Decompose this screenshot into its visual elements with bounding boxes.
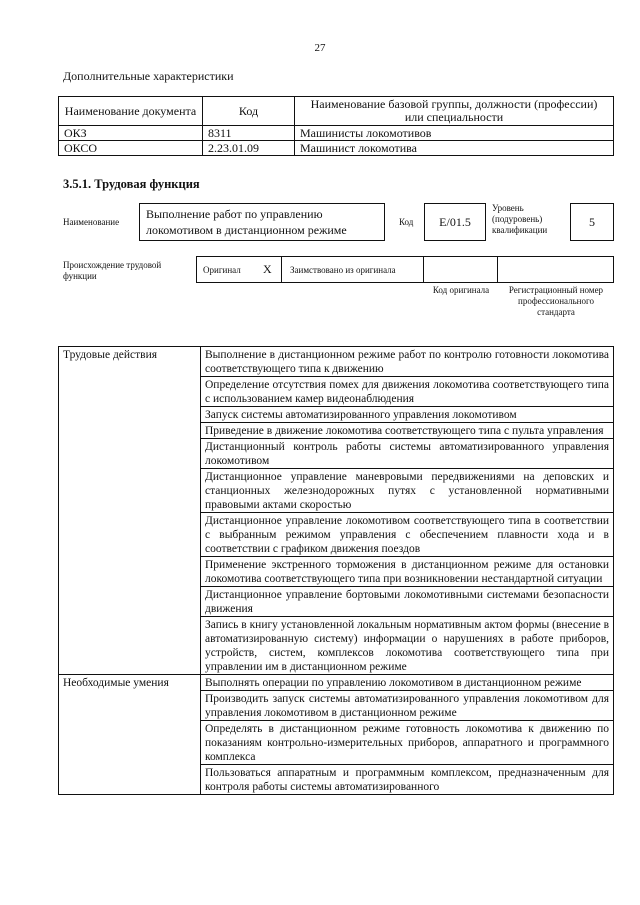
level-label: Уровень (подуровень) квалификации bbox=[492, 203, 548, 235]
labor-function-table bbox=[58, 346, 614, 795]
name-label: Наименование bbox=[63, 217, 120, 227]
code-label: Код bbox=[399, 217, 414, 227]
level-value-box: 5 bbox=[570, 203, 614, 241]
labor-action-label-cell bbox=[59, 587, 201, 617]
cell-name: Машинисты локомотивов bbox=[295, 126, 614, 141]
labor-action-item: Дистанционный контроль работы системы автоматизированного управления локомотивом bbox=[201, 439, 614, 469]
origin-label: Происхождение трудовой функции bbox=[63, 260, 162, 281]
skill-label-cell bbox=[59, 691, 201, 721]
cell-document: ОКЗ bbox=[59, 126, 203, 141]
cell-name: Машинист локомотива bbox=[295, 141, 614, 156]
cell-code: 2.23.01.09 bbox=[203, 141, 295, 156]
labor-action-label-cell bbox=[59, 377, 201, 407]
original-mark: X bbox=[263, 262, 272, 276]
labor-action-item: Дистанционное управление маневровыми передвижениями на деповских и станционных железнодорожных путях с установленной нормативными правовыми актами скоростью bbox=[201, 469, 614, 513]
table-row bbox=[59, 765, 614, 795]
table-row bbox=[59, 691, 614, 721]
labor-action-item: Дистанционное управление бортовыми локомотивными системами безопасности движения bbox=[201, 587, 614, 617]
table-row bbox=[59, 141, 614, 156]
table-row bbox=[59, 439, 614, 469]
cell-code: 8311 bbox=[203, 126, 295, 141]
table-row bbox=[59, 675, 614, 691]
skill-item: Определять в дистанционном режиме готовность локомотива к движению по показаниям контрольно-измерительных приборов, аппаратного и программного комплекса bbox=[201, 721, 614, 765]
table-row bbox=[59, 407, 614, 423]
original-box bbox=[196, 256, 282, 283]
skill-item: Производить запуск системы автоматизированного управления локомотивом для управления локомотивом в дистанционном режиме bbox=[201, 691, 614, 721]
labor-action-item: Применение экстренного торможения в дистанционном режиме для остановки локомотива соответствующего типа при возникновении нестандартной ситуации bbox=[201, 557, 614, 587]
page-number: 27 bbox=[314, 42, 326, 54]
labor-action-label-cell bbox=[59, 407, 201, 423]
skill-item: Пользоваться аппаратным и программным комплексом, предназначенным для контроля работы системы автоматизированного bbox=[201, 765, 614, 795]
table-row bbox=[59, 469, 614, 513]
reg-number-label: Регистрационный номер профессионального стандарта bbox=[508, 285, 604, 317]
additional-characteristics-heading: Дополнительные характеристики bbox=[63, 69, 234, 83]
skill-label: Необходимые умения bbox=[59, 675, 201, 691]
skill-label-cell bbox=[59, 765, 201, 795]
header-document-name: Наименование документа bbox=[59, 97, 203, 126]
labor-action-item: Запись в книгу установленной локальным нормативным актом формы (внесение в автоматизированную систему) информации о нарушениях в работе приборов, устройств, систем, комплексов локомотива соответствующего типа при управлении им в дистанционном режиме bbox=[201, 617, 614, 675]
original-label: Оригинал bbox=[203, 265, 241, 275]
labor-action-label-cell bbox=[59, 439, 201, 469]
table-row bbox=[59, 557, 614, 587]
labor-action-label: Трудовые действия bbox=[59, 347, 201, 377]
table-row bbox=[59, 126, 614, 141]
code-original-label: Код оригинала bbox=[432, 285, 490, 295]
table-row bbox=[59, 423, 614, 439]
labor-action-label-cell bbox=[59, 513, 201, 557]
section-title: 3.5.1. Трудовая функция bbox=[63, 177, 200, 191]
function-name-box: Выполнение работ по управлению локомотивом в дистанционном режиме bbox=[139, 203, 385, 241]
labor-action-label-cell bbox=[59, 557, 201, 587]
labor-action-item: Определение отсутствия помех для движения локомотива соответствующего типа с использованием камер видеонаблюдения bbox=[201, 377, 614, 407]
table-row bbox=[59, 377, 614, 407]
skill-label-cell bbox=[59, 721, 201, 765]
labor-action-label-cell bbox=[59, 469, 201, 513]
header-code: Код bbox=[203, 97, 295, 126]
cell-document: ОКСО bbox=[59, 141, 203, 156]
table-row bbox=[59, 587, 614, 617]
labor-action-item: Запуск системы автоматизированного управления локомотивом bbox=[201, 407, 614, 423]
code-original-box bbox=[423, 256, 498, 283]
borrowed-label: Заимствовано из оригинала bbox=[290, 265, 396, 275]
labor-action-item: Дистанционное управление локомотивом соответствующего типа в соответствии с выбранным режимом управления с обеспечением плавности хода и в соответствии с графиком движения поездов bbox=[201, 513, 614, 557]
labor-action-label-cell bbox=[59, 423, 201, 439]
characteristics-table bbox=[58, 96, 614, 156]
header-group-name: Наименование базовой группы, должности (профессии) или специальности bbox=[295, 97, 614, 126]
labor-action-item: Приведение в движение локомотива соответствующего типа с пульта управления bbox=[201, 423, 614, 439]
skill-item: Выполнять операции по управлению локомотивом в дистанционном режиме bbox=[201, 675, 614, 691]
borrowed-box bbox=[281, 256, 424, 283]
reg-number-box bbox=[497, 256, 614, 283]
table-row bbox=[59, 513, 614, 557]
table-row bbox=[59, 347, 614, 377]
function-code-box: E/01.5 bbox=[424, 203, 486, 241]
table-row bbox=[59, 617, 614, 675]
table-row bbox=[59, 721, 614, 765]
labor-action-item: Выполнение в дистанционном режиме работ по контролю готовности локомотива соответствующего типа к движению bbox=[201, 347, 614, 377]
labor-action-label-cell bbox=[59, 617, 201, 675]
